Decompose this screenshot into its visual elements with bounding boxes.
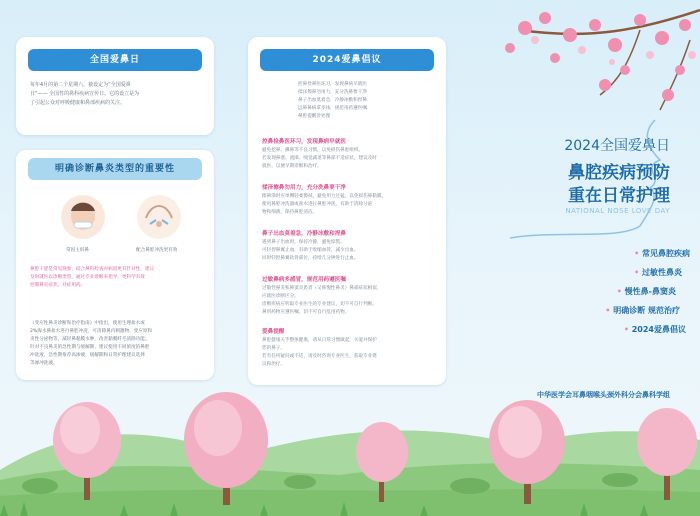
section-header: 明确诊断鼻炎类型的重要性: [28, 158, 202, 180]
cover-english-title: NATIONAL NOSE LOVE DAY: [565, 207, 670, 215]
initiative-summary: 控鼻捡鼻医环习，发现鼻病早就医 揉泽擦鼻勿用力，充分洗鼻要干净 鼻子出血莫着急，冷静冰敷和捏鼻 远鼻鼻病拿多体，规范用药遵医嘱 鼻腔提醒善处理: [298, 82, 367, 119]
cover-topic-list: • 常见鼻腔疾病 • 过敏性鼻炎 • 慢性鼻-鼻窦炎 • 明确诊断 规范治疗 • 2024爱鼻倡议: [605, 249, 690, 334]
organization-name: 中华医学会耳鼻咽喉头颈外科分会鼻科学组: [537, 391, 670, 399]
intro-text: 每年4月的第二个星期六，被设定为“全国爱鼻 日”—— 全国性的鼻科疾病宣传日。它的设立是为 了引起公众对呼吸健康和鼻部疾病的关注。: [30, 82, 140, 106]
cover-title-sub: 重在日常护理: [568, 186, 670, 206]
section-list: 过敏性鼻炎和鼻窦炎患者（又称慢性鼻炎）鼻部症状相似， 应就医诊断区分。 诊断疾病应听取专业医生的专业建议，切不可自行判断。 鼻用药物应遵医嘱，切不可自行乱用药物。: [262, 286, 382, 315]
nasal-rinse-illustration-icon: [134, 194, 184, 240]
initiative-card: [248, 37, 446, 385]
section-list: 擦鼻涕时应单侧轻柔擦拭，避免用力过猛，以免损伤鼻黏膜。 使用鼻腔冲洗器或盐水进行鼻腔冲洗，有助于清除分泌 物和细菌，保持鼻腔清洁。: [262, 194, 387, 215]
diagnosis-card: [16, 150, 214, 380]
cover-title-main: 鼻腔疾病预防: [568, 163, 670, 183]
section-header: 2024爱鼻倡议: [260, 49, 434, 71]
doctor-illustration-icon: [60, 194, 106, 240]
section-title: 爱鼻提醒: [262, 329, 285, 335]
section-list: 遇到鼻子出血时，保持冷静，避免惊慌。 可轻捏鼻翼止血，有助于收缩血管，减少出血。 同时轻捏鼻翼软骨部位，持续几分钟进行止血。: [262, 240, 359, 261]
section-title: 揉泽擦鼻勿用力，充分洗鼻要干净: [262, 185, 346, 191]
cover-title-year: 2024全国爱鼻日: [564, 138, 670, 154]
section-title: 控鼻捡鼻医环习，发现鼻病早就医: [262, 139, 346, 145]
intro-card: [16, 37, 214, 135]
image-caption: 常因主诉鼻: [66, 248, 89, 253]
cherry-branch-icon: [505, 10, 700, 110]
image-caption: 配合鼻腔冲洗更有效: [136, 248, 178, 253]
section-list: 避免挖鼻、擤鼻等不良习惯，以免损伤鼻腔组织。 若发现鼻塞、流涕、嗅觉减退等鼻部不适症状，建议及时 就医，以便早期诊断和治疗。: [262, 148, 377, 169]
pink-paragraph: 鼻腔干涩是常见现象，结合鼻科检查对病因更有针对性，建议 及时就医以诊断类型，通过专业诊断来指导，更科学有效 控制鼻炎症状，对症用药。: [30, 267, 155, 288]
section-list: 鼻腔健康关乎整体健康，请从日常习惯做起，关爱并保护 您的鼻子。 若有任何疑问或不适，请及时咨询专业医生，获取专业建 议和治疗。: [262, 338, 377, 367]
guide-paragraph: 《变应性鼻炎诊断和治疗指南》中指出，使用生理盐水或 2%海水鼻盐水进行鼻腔冲洗，可清除鼻内刺激物、变应原和 炎性分泌物等，减轻鼻黏膜水肿，改善黏膜纤毛清除功能。 针对不良鼻炎的急性期与缓解期，建议使用不同浓度的鼻腔 冲洗液，急性期推荐高渗液，缓解期和日常护理建议选择 等渗冲洗液。: [30, 321, 153, 366]
section-title: 鼻子出血莫着急，冷静冰敷和捏鼻: [262, 231, 346, 237]
section-title: 过敏鼻病多感冒，规范用药遵医嘱: [262, 277, 346, 283]
section-header: 全国爱鼻日: [28, 49, 202, 71]
